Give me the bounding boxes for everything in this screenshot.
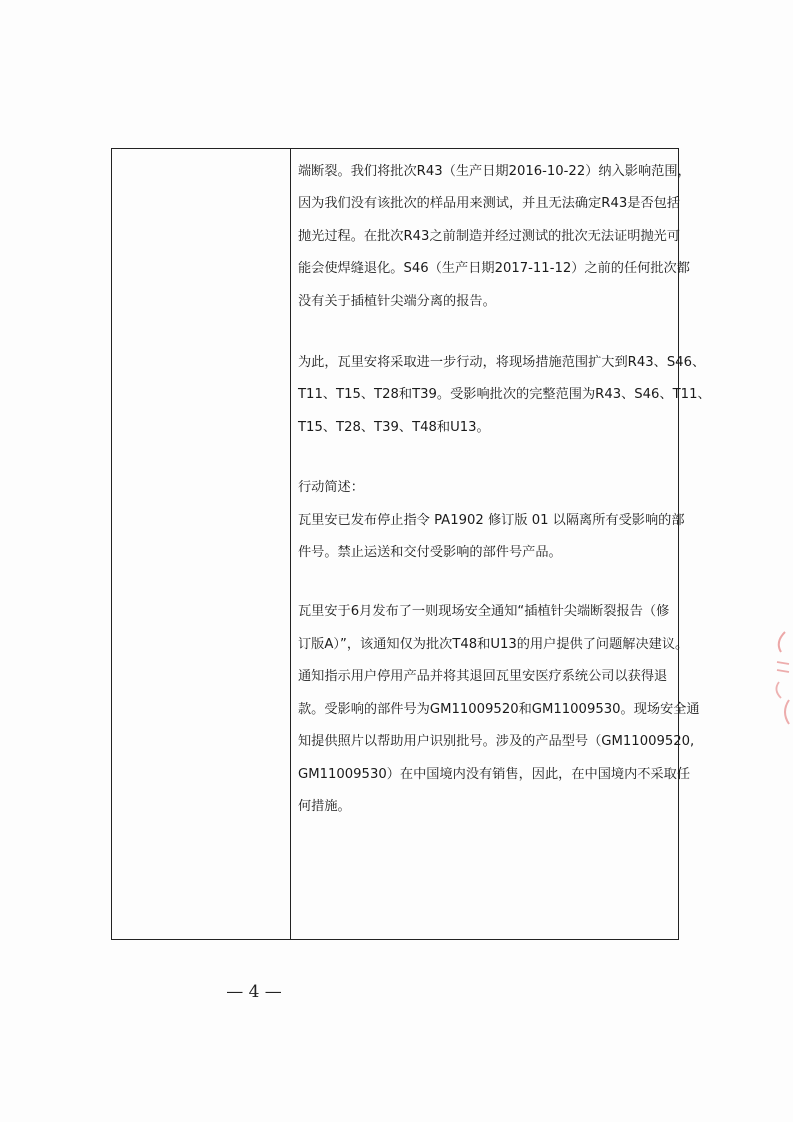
paragraph-line: 因为我们没有该批次的样品用来测试，并且无法确定R43是否包括 <box>298 196 681 211</box>
paragraph-line: 没有关于插植针尖端分离的报告。 <box>298 294 496 309</box>
paragraph-line: 订版A）”，该通知仅为批次T48和U13的用户提供了问题解决建议。 <box>298 637 689 652</box>
paragraph-line: 件号。禁止运送和交付受影响的部件号产品。 <box>298 545 562 560</box>
seal-stamp-fragment <box>763 628 793 728</box>
paragraph-line: 为此，瓦里安将采取进一步行动，将现场措施范围扩大到R43、S46、 <box>298 355 706 370</box>
paragraph-line: T11、T15、T28和T39。受影响批次的完整范围为R43、S46、T11、 <box>298 387 711 402</box>
paragraph-line: 能会使焊缝退化。S46（生产日期2017-11-12）之前的任何批次都 <box>298 261 690 276</box>
paragraph-line: 抛光过程。在批次R43之前制造并经过测试的批次无法证明抛光可 <box>298 229 681 244</box>
paragraph-line: 端断裂。我们将批次R43（生产日期2016-10-22）纳入影响范围， <box>298 164 691 179</box>
content-table <box>111 148 711 940</box>
paragraph-line: 瓦里安于6月发布了一则现场安全通知“插植针尖端断裂报告（修 <box>298 604 670 619</box>
column-divider <box>290 149 291 939</box>
table-left-cell <box>112 149 290 939</box>
paragraph-line: 何措施。 <box>298 799 351 814</box>
page-number: — 4 — <box>226 982 282 1002</box>
paragraph-line: 款。受影响的部件号为GM11009520和GM11009530。现场安全通 <box>298 702 700 717</box>
paragraph-line: T15、T28、T39、T48和U13。 <box>298 420 490 435</box>
section-heading: 行动简述： <box>298 480 364 495</box>
paragraph-line: GM11009530）在中国境内没有销售，因此，在中国境内不采取任 <box>298 767 691 782</box>
paragraph-line: 通知指示用户停用产品并将其退回瓦里安医疗系统公司以获得退 <box>298 669 668 684</box>
paragraph-line: 瓦里安已发布停止指令 PA1902 修订版 01 以隔离所有受影响的部 <box>298 513 685 528</box>
paragraph-line: 知提供照片以帮助用户识别批号。涉及的产品型号（GM11009520, <box>298 734 695 749</box>
